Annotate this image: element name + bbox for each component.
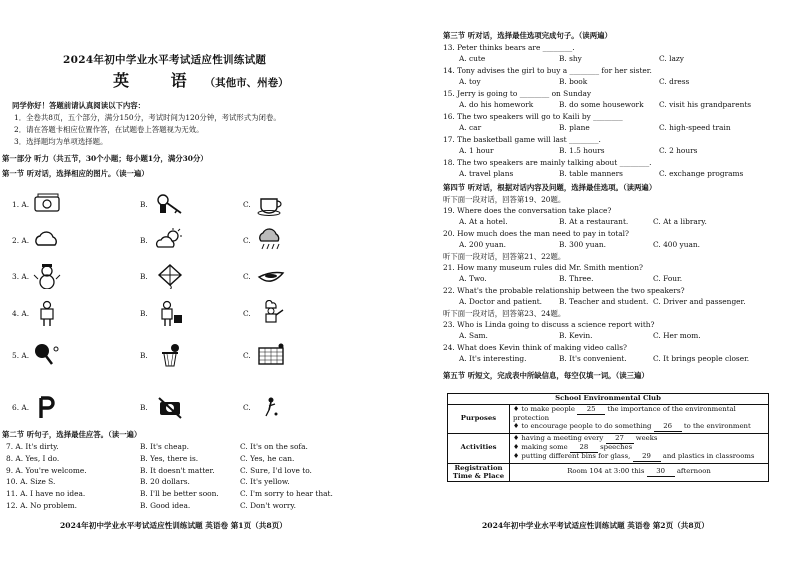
question-text: 13. Peter thinks bears are ________. — [443, 43, 575, 52]
picture-option-label: B. — [140, 403, 148, 412]
answer-option[interactable]: A. Two. — [459, 274, 487, 283]
activities-cell — [510, 433, 769, 463]
answer-option[interactable]: B. Three. — [559, 274, 594, 283]
registration-cell: Room 104 at 3:00 this 30 afternoon — [510, 463, 769, 482]
answer-option[interactable]: A. 1 hour — [459, 146, 494, 155]
registration-label: Registration Time & Place — [448, 463, 510, 482]
answer-blank-25[interactable]: 25 — [577, 406, 605, 415]
section3-heading: 第三节 听对话，选择最佳选项完成句子。（读两遍） — [443, 31, 612, 40]
answer-option[interactable]: C. It brings people closer. — [653, 354, 750, 363]
no-photo-sign-icon[interactable] — [155, 394, 185, 420]
question-text: 16. The two speakers will go to Kaili by ________ — [443, 112, 623, 121]
answer-option[interactable]: B. Teacher and student. — [559, 297, 649, 306]
question-text: 14. Tony advises the girl to buy a ________ for her sister. — [443, 66, 652, 75]
answer-option[interactable]: B. 20 dollars. — [140, 477, 190, 487]
activity-row-2: ♦ making some 28 speeches — [513, 442, 633, 451]
picture-option-label: 3. A. — [12, 272, 30, 281]
answer-option[interactable]: B. 300 yuan. — [559, 240, 607, 249]
activities-label: Activities — [448, 433, 510, 463]
answer-blank-28[interactable]: 28 — [570, 444, 598, 453]
man-with-suitcase-icon[interactable] — [155, 300, 185, 326]
section1-heading: 第一节 听对话，选择相应的图片。（读一遍） — [2, 169, 149, 178]
chef-icon[interactable] — [256, 300, 286, 326]
table-title: School Environmental Club — [448, 394, 769, 405]
club-info-table — [447, 393, 769, 482]
answer-option[interactable]: C. exchange programs — [659, 169, 744, 178]
section4-heading: 第四节 听对话，根据对话内容及问题，选择最佳选项。（读两遍） — [443, 183, 657, 192]
boat-icon[interactable] — [256, 263, 286, 289]
question-text: 19. Where does the conversation take place? — [443, 206, 612, 215]
answer-option[interactable]: C. Driver and passenger. — [653, 297, 746, 306]
answer-option[interactable]: B. plane — [559, 123, 590, 132]
answer-option[interactable]: 9. A. You're welcome. — [6, 465, 87, 475]
answer-option[interactable]: B. At a restaurant. — [559, 217, 629, 226]
rain-icon[interactable] — [256, 227, 286, 253]
section5-heading: 第五节 听短文，完成表中所缺信息，每空仅填一词。（读三遍） — [443, 371, 649, 380]
answer-option[interactable]: A. cute — [459, 54, 486, 63]
subject-name: 英 语 — [113, 71, 205, 90]
answer-option[interactable]: C. 400 yuan. — [653, 240, 700, 249]
man-standing-icon[interactable] — [32, 300, 62, 326]
question-text: 22. What's the probable relationship between the two speakers? — [443, 286, 685, 295]
answer-blank-30[interactable]: 30 — [647, 468, 675, 477]
snowman-icon[interactable] — [32, 263, 62, 289]
left-footer: 2024年初中学业水平考试适应性训练试题 英语卷 第1页（共8页） — [60, 521, 287, 530]
money-icon[interactable] — [32, 191, 62, 217]
picture-option-label: C. — [243, 309, 251, 318]
answer-option[interactable]: C. visit his grandparents — [659, 100, 752, 109]
question-text: 24. What does Kevin think of making video calls? — [443, 343, 628, 352]
answer-option[interactable]: B. It doesn't matter. — [140, 465, 215, 475]
notice-title: 同学你好！答题前请认真阅读以下内容： — [12, 101, 146, 110]
answer-option[interactable]: B. I'll be better soon. — [140, 489, 219, 499]
picture-option-label: 5. A. — [12, 351, 30, 360]
picture-option-label: 2. A. — [12, 236, 30, 245]
picture-option-label: C. — [243, 200, 251, 209]
picture-option-label: C. — [243, 272, 251, 281]
soccer-goal-icon[interactable] — [256, 342, 286, 368]
basketball-icon[interactable] — [155, 342, 185, 368]
question-text: 18. The two speakers are mainly talking about ________. — [443, 158, 652, 167]
answer-option[interactable]: 10. A. Size S. — [6, 477, 56, 487]
answer-option[interactable]: B. 1.5 hours — [559, 146, 605, 155]
dialogue-instruction: 听下面一段对话，回答第23、24题。 — [443, 309, 566, 318]
partly-sunny-icon[interactable] — [155, 227, 185, 253]
notice-1: 1．全卷共8页，五个部分，满分150分，考试时间为120分钟，考试形式为闭卷。 — [14, 113, 281, 122]
table-tennis-icon[interactable] — [32, 342, 62, 368]
answer-option[interactable]: B. book — [559, 77, 588, 86]
dialogue-instruction: 听下面一段对话，回答第21、22题。 — [443, 252, 566, 261]
answer-option[interactable]: A. 200 yuan. — [459, 240, 506, 249]
question-text: 23. Who is Linda going to discuss a science report with? — [443, 320, 655, 329]
answer-option[interactable]: A. It's interesting. — [459, 354, 527, 363]
subject-heading — [113, 72, 289, 90]
answer-option[interactable]: C. Sure, I'd love to. — [240, 465, 312, 475]
purposes-label: Purposes — [448, 404, 510, 433]
activity-row-1: ♦ having a meeting every 27 weeks — [513, 433, 658, 442]
answer-option[interactable]: B. table manners — [559, 169, 623, 178]
purpose-row-1: ♦ to make people 25 the importance of the environmental protection — [513, 404, 736, 422]
answer-option[interactable]: C. 2 hours — [659, 146, 698, 155]
answer-option[interactable]: A. At a hotel. — [459, 217, 508, 226]
no-litter-sign-icon[interactable] — [256, 394, 286, 420]
answer-option[interactable]: C. Four. — [653, 274, 683, 283]
answer-option[interactable]: B. Yes, there is. — [140, 453, 199, 463]
answer-option[interactable]: C. lazy — [659, 54, 684, 63]
notice-3: 3．选择题均为单项选择题。 — [14, 137, 108, 146]
picture-option-label: C. — [243, 236, 251, 245]
answer-option[interactable]: C. It's yellow. — [240, 477, 290, 487]
picture-option-label: B. — [140, 272, 148, 281]
question-text: 17. The basketball game will last ________. — [443, 135, 601, 144]
answer-option[interactable]: A. toy — [459, 77, 481, 86]
answer-option[interactable]: C. dress — [659, 77, 690, 86]
exam-title: 2024年初中学业水平考试适应性训练试题 — [63, 54, 267, 66]
answer-option[interactable]: 8. A. Yes, I do. — [6, 453, 60, 463]
answer-blank-26[interactable]: 26 — [654, 423, 682, 432]
answer-option[interactable]: B. shy — [559, 54, 582, 63]
cloudy-icon[interactable] — [32, 227, 62, 253]
teacup-icon[interactable] — [256, 191, 286, 217]
section2-heading: 第二节 听句子，选择最佳应答。（读一遍） — [2, 430, 142, 439]
picture-option-label: B. — [140, 351, 148, 360]
picture-option-label: 6. A. — [12, 403, 30, 412]
picture-option-label: C. — [243, 403, 251, 412]
answer-option[interactable]: 12. A. No problem. — [6, 501, 77, 510]
picture-option-label: 1. A. — [12, 200, 30, 209]
picture-option-label: B. — [140, 200, 148, 209]
answer-option[interactable]: B. Kevin. — [559, 331, 593, 340]
answer-option[interactable]: B. do some housework — [559, 100, 644, 109]
question-text: 20. How much does the man need to pay in total? — [443, 229, 629, 238]
answer-option[interactable]: A. travel plans — [459, 169, 514, 178]
answer-option[interactable]: A. Sam. — [459, 331, 488, 340]
answer-option[interactable]: A. car — [459, 123, 482, 132]
parking-sign-icon[interactable] — [32, 394, 62, 420]
answer-option[interactable]: B. Good idea. — [140, 501, 191, 510]
answer-option[interactable]: C. I'm sorry to hear that. — [240, 489, 333, 499]
question-text: 15. Jerry is going to ________ on Sunday — [443, 89, 592, 98]
subject-note: （其他市、州卷） — [204, 77, 289, 89]
picture-option-label: 4. A. — [12, 309, 30, 318]
answer-option[interactable]: C. At a library. — [653, 217, 707, 226]
picture-option-label: B. — [140, 309, 148, 318]
answer-blank-27[interactable]: 27 — [606, 435, 634, 444]
answer-option[interactable]: A. Doctor and patient. — [459, 297, 543, 306]
notice-2: 2．请在答题卡相应位置作答，在试题卷上答题视为无效。 — [14, 125, 204, 134]
kite-icon[interactable] — [155, 263, 185, 289]
purposes-cell — [510, 404, 769, 433]
answer-blank-29[interactable]: 29 — [633, 453, 661, 462]
answer-option[interactable]: A. do his homework — [459, 100, 534, 109]
question-text: 21. How many museum rules did Mr. Smith mention? — [443, 263, 643, 272]
activity-row-3: ♦ putting different bins for glass, 29 and plastics in classrooms — [513, 451, 755, 460]
right-footer: 2024年初中学业水平考试适应性训练试题 英语卷 第2页（共8页） — [482, 521, 709, 530]
picture-option-label: C. — [243, 351, 251, 360]
dialogue-instruction: 听下面一段对话，回答第19、20题。 — [443, 195, 566, 204]
answer-option[interactable]: C. Don't worry. — [240, 501, 296, 510]
answer-option[interactable]: B. It's cheap. — [140, 442, 189, 451]
answer-option[interactable]: B. It's convenient. — [559, 354, 627, 363]
answer-option[interactable]: C. Her mom. — [653, 331, 701, 340]
answer-option[interactable]: C. Yes, he can. — [240, 453, 295, 463]
picture-option-label: B. — [140, 236, 148, 245]
part1-heading: 第一部分 听力（共五节，30个小题；每小题1分，满分30分） — [2, 154, 208, 163]
answer-option[interactable]: 7. A. It's dirty. — [6, 442, 59, 451]
keys-icon[interactable] — [155, 191, 185, 217]
purpose-row-2: ♦ to encourage people to do something 26 to the environment — [513, 421, 751, 430]
answer-option[interactable]: C. high-speed train — [659, 123, 731, 132]
answer-option[interactable]: 11. A. I have no idea. — [6, 489, 86, 499]
answer-option[interactable]: C. It's on the sofa. — [240, 442, 308, 451]
